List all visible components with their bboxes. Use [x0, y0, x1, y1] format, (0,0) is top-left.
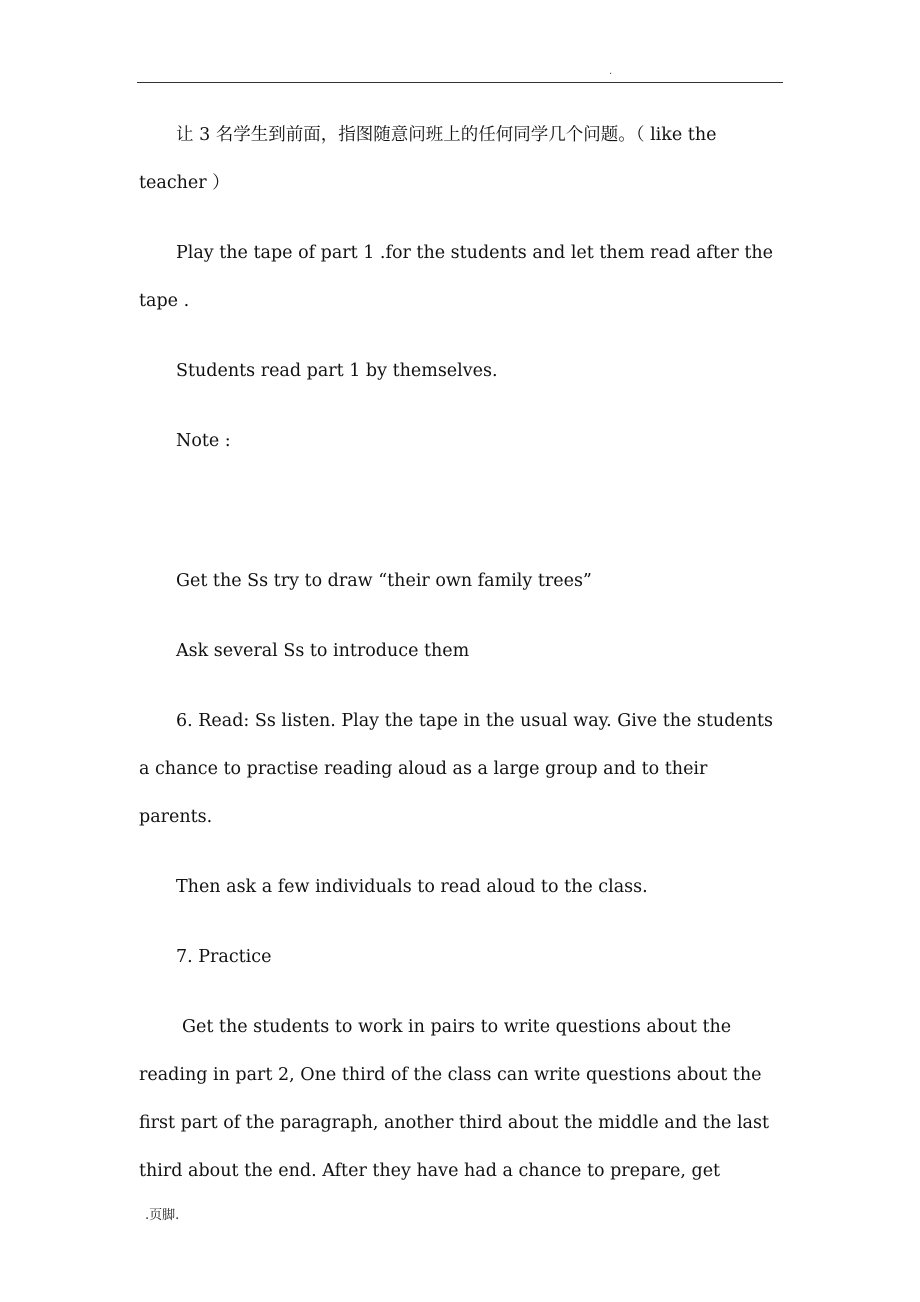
paragraph-introduce: Ask several Ss to introduce them — [176, 641, 470, 661]
paragraph-note: Note : — [176, 431, 231, 451]
header-mark: . — [609, 66, 613, 77]
blank-space — [139, 487, 785, 557]
paragraph-instruction-cn: 让 3 名学生到前面，指图随意问班上的任何同学几个问题。（ like the teacher ） — [139, 125, 717, 193]
paragraph-read-step: 6. Read: Ss listen. Play the tape in the usual way. Give the students a chance to practise reading aloud as a large group and to their parents. — [139, 711, 774, 827]
paragraph-read-aloud: Then ask a few individuals to read aloud to the class. — [176, 877, 648, 897]
body-text — [139, 111, 785, 1217]
paragraph-practice-heading: 7. Practice — [176, 947, 272, 967]
paragraph-practice-body: Get the students to work in pairs to write questions about the reading in part 2, One third of the class can write questions about the first part of the paragraph, another third about the middle and the last third about the end. After they have had a chance to prepare, get — [139, 1017, 770, 1181]
paragraph-students-read: Students read part 1 by themselves. — [176, 361, 498, 381]
header-rule — [137, 82, 783, 83]
page-footer: .页脚. — [145, 1208, 180, 1223]
paragraph-play-tape: Play the tape of part 1 .for the students and let them read after the tape . — [139, 243, 773, 311]
paragraph-family-trees: Get the Ss try to draw “their own family trees” — [176, 571, 592, 591]
